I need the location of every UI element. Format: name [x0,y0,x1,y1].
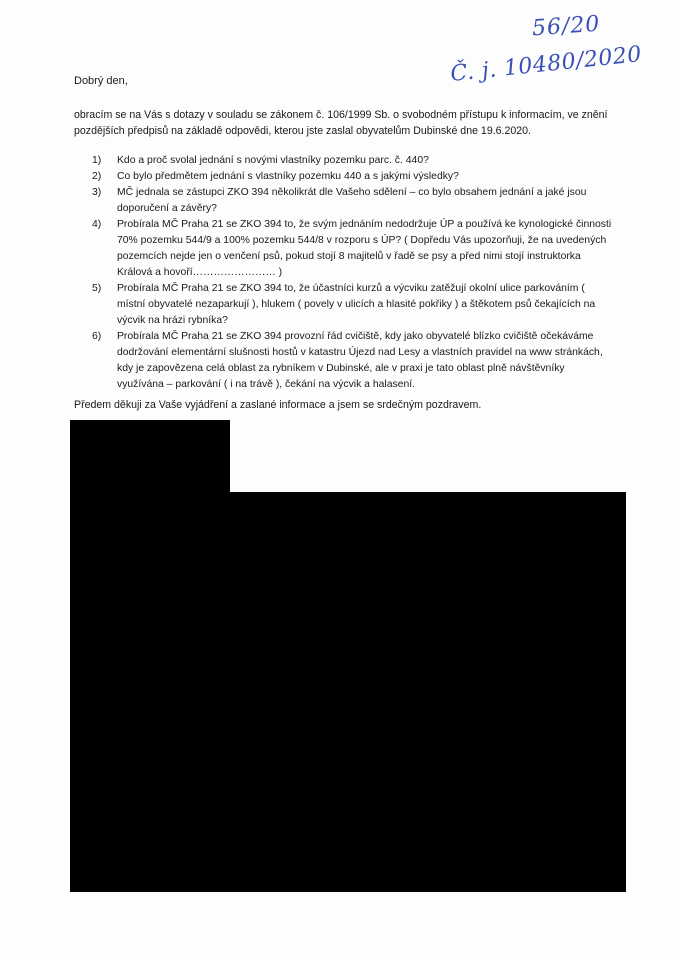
question-list [92,153,612,393]
question-number: 6) [92,331,102,342]
question-item [92,153,612,169]
question-text: Probírala MČ Praha 21 se ZKO 394 to, že účastníci kurzů a výcviku zatěžují okolní ulice parkováním ( místní obyvatelé nezaparkují ), hlukem ( povely v ulicích a hlasité pokřiky ) a štěkotem psů čekajících na výcvik na hrázi rybníka? [117,283,596,326]
question-item [92,281,612,329]
question-item [92,329,612,393]
redaction-block-content [70,492,626,892]
question-text: MČ jednala se zástupci ZKO 394 několikrát dle Vašeho sdělení – co bylo obsahem jednání a jaké jsou doporučení a závěry? [117,187,587,214]
redaction-block-signature [70,420,230,493]
handwritten-reference-number: Č. j. 10480/2020 [449,42,644,87]
letter-greeting: Dobrý den, [74,75,128,87]
question-text: Probírala MČ Praha 21 se ZKO 394 provozní řád cvičiště, kdy jako obyvatelé blízko cvičiště očekáváme dodržování elementární slušnosti hostů v katastru Újezd nad Lesy a vlastních pravidel na www stránkách, kdy je zapovězena celá oblast za rybníkem v Dubinské, ale v praxi je tato oblast plně návštěvníky využívána – parkování ( i na trávě ), čekání na výcvik a halasení. [117,331,603,390]
letter-intro: obracím se na Vás s dotazy v souladu se zákonem č. 106/1999 Sb. o svobodném přístupu k informacím, ve znění pozdějších předpisů na základě odpovědi, kterou jste zaslal obyvatelům Dubinské dne 19.6.2020. [74,109,608,137]
letter-closing: Předem děkuji za Vaše vyjádření a zaslané informace a jsem se srdečným pozdravem. [74,399,482,411]
handwritten-registration-number: 56/20 [531,11,602,42]
question-number: 2) [92,171,102,182]
question-text: Probírala MČ Praha 21 se ZKO 394 to, že svým jednáním nedodržuje ÚP a používá ke kynologické činnosti 70% pozemku 544/9 a 100% pozemku 544/8 v rozporu s ÚP? ( Dopředu Vás upozorňuji, že na uvedených pozemcích nejde jen o venčení psů, pokud stojí 8 majitelů v řadě se psy a před nimi stojí instruktorka Králová a hovoří…………………… ) [117,219,612,278]
question-number: 4) [92,219,102,230]
question-text: Co bylo předmětem jednání s vlastníky pozemku 440 a s jakými výsledky? [117,171,459,182]
question-item [92,185,612,217]
question-number: 5) [92,283,102,294]
question-item [92,217,612,281]
question-item [92,169,612,185]
question-number: 3) [92,187,102,198]
question-number: 1) [92,155,102,166]
question-text: Kdo a proč svolal jednání s novými vlastníky pozemku parc. č. 440? [117,155,429,166]
